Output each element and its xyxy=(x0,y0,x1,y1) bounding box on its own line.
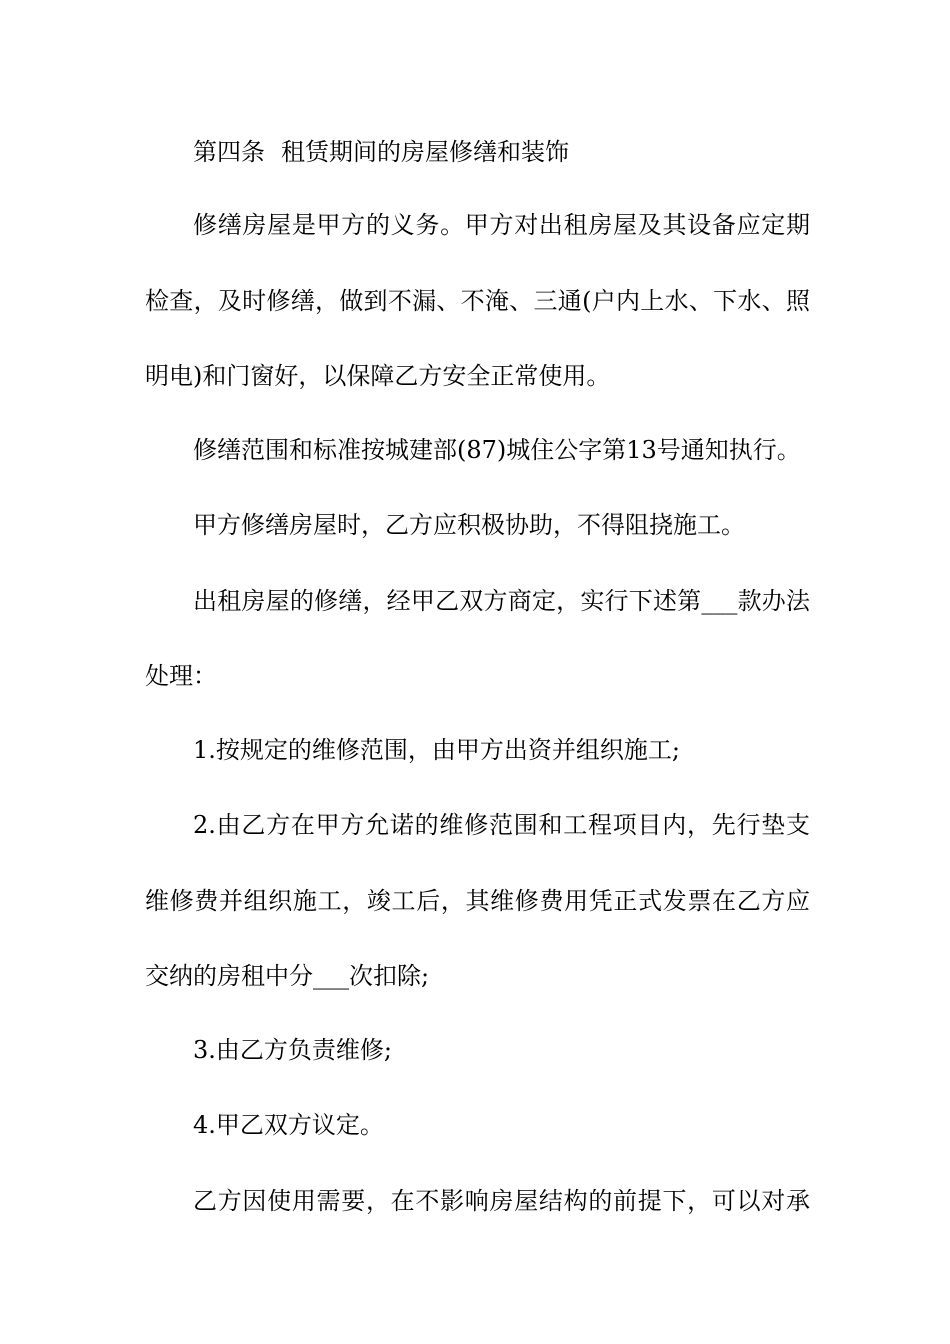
paragraph-line: 修缮房屋是甲方的义务。甲方对出租房屋及其设备应定期 xyxy=(193,211,810,239)
list-item: 1.按规定的维修范围，由甲方出资并组织施工; xyxy=(193,736,680,764)
paragraph-line: 维修费并组织施工，竣工后，其维修费用凭正式发票在乙方应 xyxy=(145,887,810,915)
article-title: 租赁期间的房屋修缮和装饰 xyxy=(281,138,569,166)
paragraph-line: 处理： xyxy=(145,662,217,690)
paragraph-line: 交纳的房租中分___次扣除; xyxy=(145,962,430,990)
list-item: 2.由乙方在甲方允诺的维修范围和工程项目内，先行垫支 xyxy=(193,811,810,839)
article-heading xyxy=(193,137,810,167)
paragraph-line: 明电)和门窗好，以保障乙方安全正常使用。 xyxy=(145,362,611,390)
list-item: 4.甲乙双方议定。 xyxy=(193,1111,384,1139)
list-item: 3.由乙方负责维修; xyxy=(193,1036,392,1064)
paragraph-line: 甲方修缮房屋时，乙方应积极协助，不得阻挠施工。 xyxy=(193,511,745,539)
paragraph-line: 修缮范围和标准按城建部(87)城住公字第13号通知执行。 xyxy=(193,436,801,464)
paragraph-line: 乙方因使用需要，在不影响房屋结构的前提下，可以对承 xyxy=(193,1187,810,1215)
paragraph-line: 出租房屋的修缮，经甲乙双方商定，实行下述第___款办法 xyxy=(193,587,810,615)
article-number: 第四条 xyxy=(193,138,265,166)
paragraph-line: 检查，及时修缮，做到不漏、不淹、三通(户内上水、下水、照 xyxy=(145,287,810,315)
